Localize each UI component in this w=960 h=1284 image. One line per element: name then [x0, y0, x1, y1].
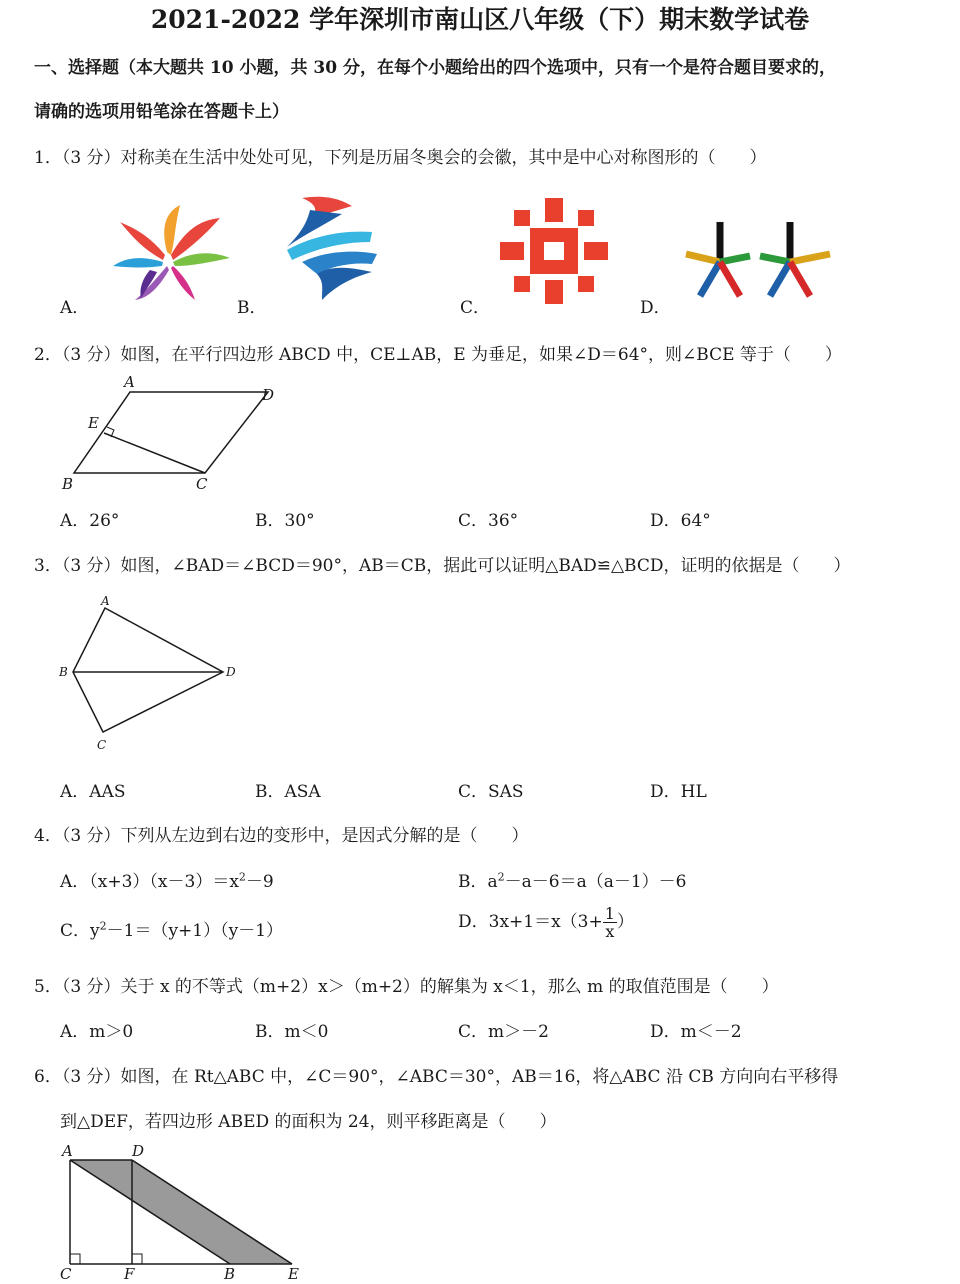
q4-option-c: C．$y^2-1=(y+1)(y-1)$: [60, 919, 284, 941]
q4-option-d: D．3x+1＝x（3+ $\frac{1}{x}$ ）: [458, 904, 634, 941]
q1-option-b: B．: [237, 298, 267, 318]
q3-option-b: B．ASA: [255, 782, 321, 802]
q3-option-a: A．AAS: [60, 782, 126, 802]
q1-option-c: C．: [460, 298, 491, 318]
q5-stem: 5．（3 分）关于 x 的不等式（m+2）x＞（m+2）的解集为 x＜1，那么 m 的取值范围是（ ）: [34, 977, 779, 997]
q2-option-b: B．30°: [255, 511, 315, 531]
q2-option-d: D．64°: [650, 511, 711, 531]
q1-option-a: A．: [60, 298, 90, 318]
q2-label-e: E: [88, 414, 99, 432]
q1-logo-a: [105, 200, 235, 309]
exam-title: 2021-2022 学年深圳市南山区八年级（下）期末数学试卷: [150, 5, 810, 34]
q4-fraction: $\frac{1}{x}$: [604, 904, 615, 941]
q4-option-a: A．$(x+3)(x-3)=x^2-9$: [60, 870, 274, 892]
q3-kite-figure: [55, 592, 245, 761]
q3-label-c: C: [97, 738, 107, 752]
q2-option-c: C．36°: [458, 511, 519, 531]
q3-option-c: C．SAS: [458, 782, 524, 802]
q6-label-c: C: [60, 1265, 72, 1280]
q1-logo-c: [500, 198, 608, 308]
q5-option-c: C．m＞－2: [458, 1022, 549, 1042]
q3-option-d: D．HL: [650, 782, 707, 802]
q4-stem: 4．（3 分）下列从左边到右边的变形中，是因式分解的是（ ）: [34, 826, 529, 846]
q6-stem-line2: 到△DEF，若四边形 ABED 的面积为 24，则平移距离是（ ）: [60, 1112, 557, 1132]
q3-label-b: B: [59, 665, 68, 679]
q6-translation-figure: [50, 1138, 320, 1284]
q1-stem: 1．（3 分）对称美在生活中处处可见，下列是历届冬奥会的会徽，其中是中心对称图形的（ ）: [34, 148, 767, 168]
q2-label-c: C: [196, 475, 208, 493]
q1-logo-b: [272, 192, 384, 308]
q1-option-d: D．: [640, 298, 671, 318]
q3-stem: 3．（3 分）如图，∠BAD＝∠BCD＝90°，AB＝CB，据此可以证明△BAD≌△BCD，证明的依据是（ ）: [34, 556, 851, 576]
q4-option-b: B．$a^2-a-6=a(a-1)-6$: [458, 870, 687, 892]
q2-option-a: A．26°: [60, 511, 120, 531]
q2-label-b: B: [62, 475, 74, 493]
q2-stem: 2．（3 分）如图，在平行四边形 ABCD 中，CE⊥AB，E 为垂足，如果∠D＝64°，则∠BCE 等于（ ）: [34, 345, 842, 365]
q2-label-d: D: [262, 386, 275, 404]
q5-option-d: D．m＜－2: [650, 1022, 742, 1042]
q6-label-a: A: [62, 1142, 73, 1160]
q6-label-b: B: [224, 1265, 236, 1280]
q6-label-e: E: [288, 1265, 299, 1280]
q3-label-a: A: [101, 594, 110, 608]
q6-stem-line1: 6．（3 分）如图，在 Rt△ABC 中，∠C＝90°，∠ABC＝30°，AB＝16，将△ABC 沿 CB 方向向右平移得: [34, 1067, 839, 1087]
q5-option-a: A．m＞0: [60, 1022, 134, 1042]
q2-label-a: A: [124, 373, 135, 391]
q2-parallelogram-figure: [50, 370, 290, 499]
q1-logo-d: [678, 218, 838, 312]
section-heading-line2: 请确的选项用铅笔涂在答题卡上）: [34, 102, 289, 122]
q3-label-d: D: [226, 665, 236, 679]
section-heading-line1: 一、选择题（本大题共 10 小题，共 30 分，在每个小题给出的四个选项中，只有一个是符合题目要求的，: [34, 58, 836, 78]
q6-label-d: D: [132, 1142, 145, 1160]
q6-label-f: F: [124, 1265, 135, 1280]
q5-option-b: B．m＜0: [255, 1022, 329, 1042]
